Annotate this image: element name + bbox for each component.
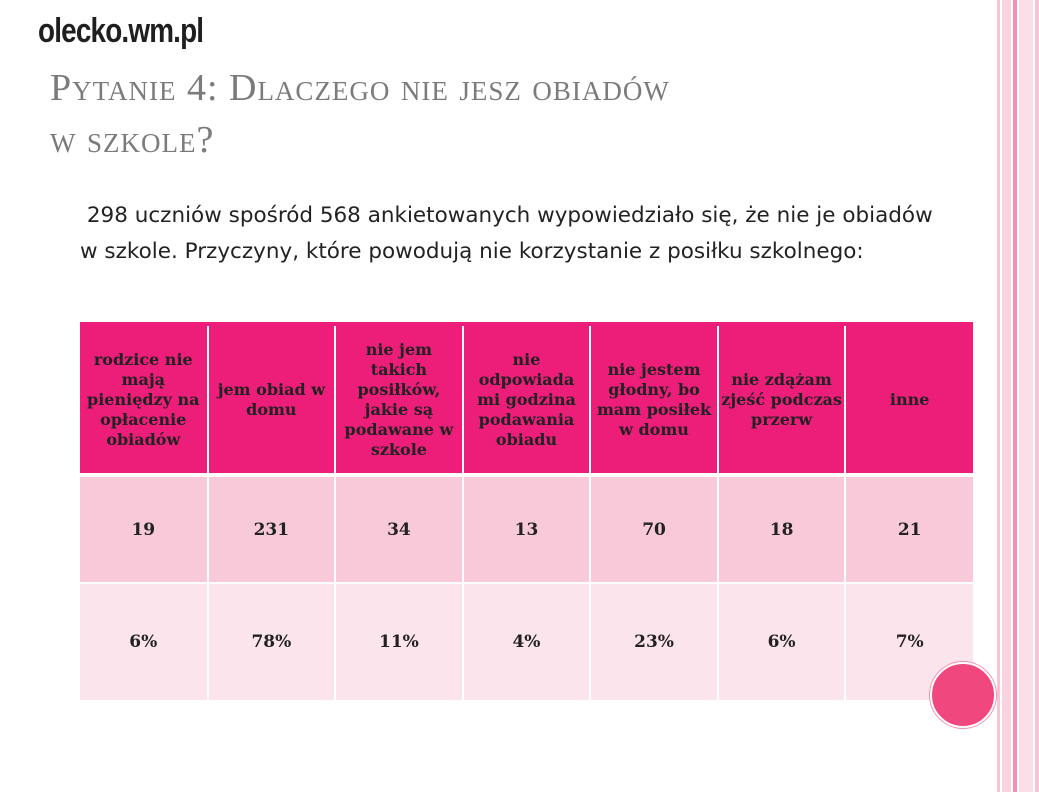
- header-cell: nie jem takich posiłków, jakie są podawane w szkole: [335, 324, 463, 475]
- count-cell: 70: [590, 475, 718, 583]
- count-cell: 231: [208, 475, 336, 583]
- header-cell: nie jestem głodny, bo mam posiłek w domu: [590, 324, 718, 475]
- percent-cell: 11%: [335, 583, 463, 700]
- count-cell: 13: [463, 475, 591, 583]
- count-cell: 34: [335, 475, 463, 583]
- percent-cell: 78%: [208, 583, 336, 700]
- slide-title-line2: w szkole?: [50, 119, 215, 161]
- count-cell: 18: [718, 475, 846, 583]
- header-cell: jem obiad w domu: [208, 324, 336, 475]
- intro-paragraph: [80, 198, 950, 270]
- count-cell: 19: [80, 475, 208, 583]
- slide-title: [50, 62, 870, 166]
- slide-title-line1: Pytanie 4: Dlaczego nie jesz obiadów: [50, 67, 670, 109]
- header-cell: inne: [845, 324, 973, 475]
- header-cell: nie odpowiada mi godzina podawania obiadu: [463, 324, 591, 475]
- table-row-counts: [80, 475, 973, 583]
- header-cell: rodzice nie mają pieniędzy na opłacenie obiadów: [80, 324, 208, 475]
- decorative-side-stripes: [997, 0, 1039, 792]
- table-header-row: [80, 324, 973, 475]
- percent-cell: 6%: [718, 583, 846, 700]
- count-cell: 21: [845, 475, 973, 583]
- percent-cell: 6%: [80, 583, 208, 700]
- intro-text: 298 uczniów spośród 568 ankietowanych wypowiedziało się, że nie je obiadów w szkole. Przyczyny, które powodują nie korzystanie z posiłku szkolnego:: [80, 203, 933, 264]
- percent-cell: 7%: [845, 583, 973, 700]
- table-row-percents: [80, 583, 973, 700]
- decorative-circle: [930, 662, 996, 728]
- percent-cell: 23%: [590, 583, 718, 700]
- percent-cell: 4%: [463, 583, 591, 700]
- survey-results-table: [80, 322, 973, 700]
- site-watermark: olecko.wm.pl: [38, 12, 204, 50]
- header-cell: nie zdążam zjeść podczas przerw: [718, 324, 846, 475]
